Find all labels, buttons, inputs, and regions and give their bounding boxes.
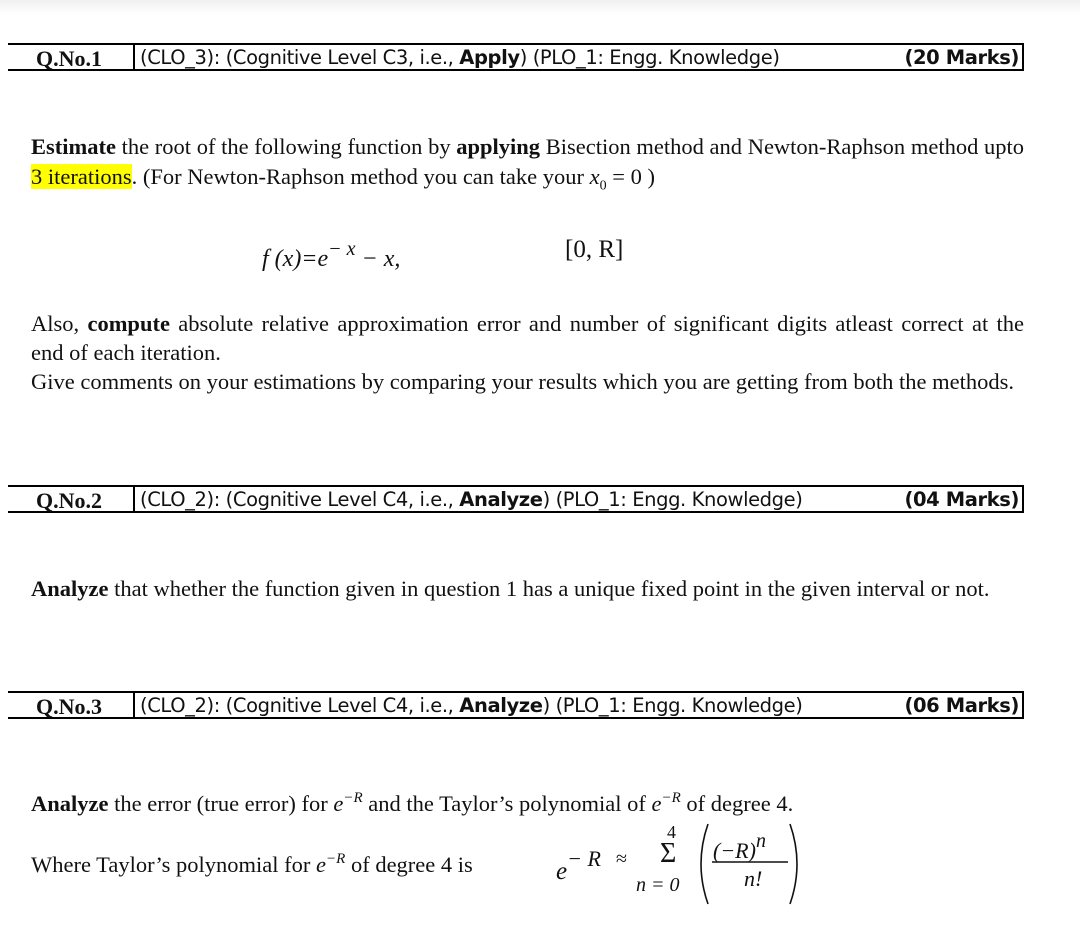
q2-number: Q.No.2: [36, 488, 102, 513]
q3-paragraph-2: Where Taylor’s polynomial for $e^{-R}$ of degree 4 is: [31, 851, 473, 877]
q1-function: f $(x)=e^{- x} - x$,: [262, 238, 401, 272]
q2-marks: (04 Marks): [904, 487, 1024, 511]
q1-number: Q.No.1: [36, 46, 102, 71]
q1-clo: (CLO_3): (Cognitive Level C3, i.e., Apply) (PLO_1: Engg. Knowledge): [133, 45, 780, 69]
highlight-iterations: 3 iterations: [31, 164, 132, 189]
q2-clo: (CLO_2): (Cognitive Level C4, i.e., Analyze) (PLO_1: Engg. Knowledge): [133, 487, 802, 511]
q3-marks: (06 Marks): [904, 693, 1024, 717]
approx-symbol: ≈: [616, 848, 627, 870]
q3-number: Q.No.3: [36, 694, 102, 719]
q2-header: [8, 485, 1024, 513]
formula-e: e− R: [556, 846, 601, 885]
q3-clo: (CLO_2): (Cognitive Level C4, i.e., Analyze) (PLO_1: Engg. Knowledge): [133, 693, 802, 717]
fraction-denominator: n!: [744, 866, 763, 891]
sigma-symbol: Σ: [660, 838, 677, 869]
sum-upper-limit: 4: [667, 822, 676, 842]
top-bar: [0, 0, 1080, 14]
q1-paragraph-3: Give comments on your estimations by comparing your results which you are getting from both the methods.: [31, 369, 1014, 394]
q1-header: [8, 43, 1024, 71]
q2-paragraph: Analyze that whether the function given in question 1 has a unique fixed point in the given interval or not.: [31, 576, 990, 601]
q1-paragraph-1: Estimate the root of the following function by applying Bisection method and Newton-Raphson method upto 3 iterations. (For Newton-Raphson method you can take your $x_0 = 0$ ): [31, 134, 1024, 194]
q1-interval: [0, R]: [565, 236, 624, 263]
q1-marks: (20 Marks): [904, 45, 1024, 69]
q3-paragraph-1: Analyze the error (true error) for $e^{-R}$ and the Taylor’s polynomial of $e^{-R}$ of degree 4.: [31, 790, 794, 816]
sum-lower-limit: n = 0: [636, 874, 680, 896]
q3-header: [8, 691, 1024, 719]
fraction-numerator: (−R)n: [713, 830, 766, 863]
q1-paragraph-2: Also, compute absolute relative approximation error and number of significant digits atleast correct at the end of each iteration.: [31, 311, 1024, 365]
